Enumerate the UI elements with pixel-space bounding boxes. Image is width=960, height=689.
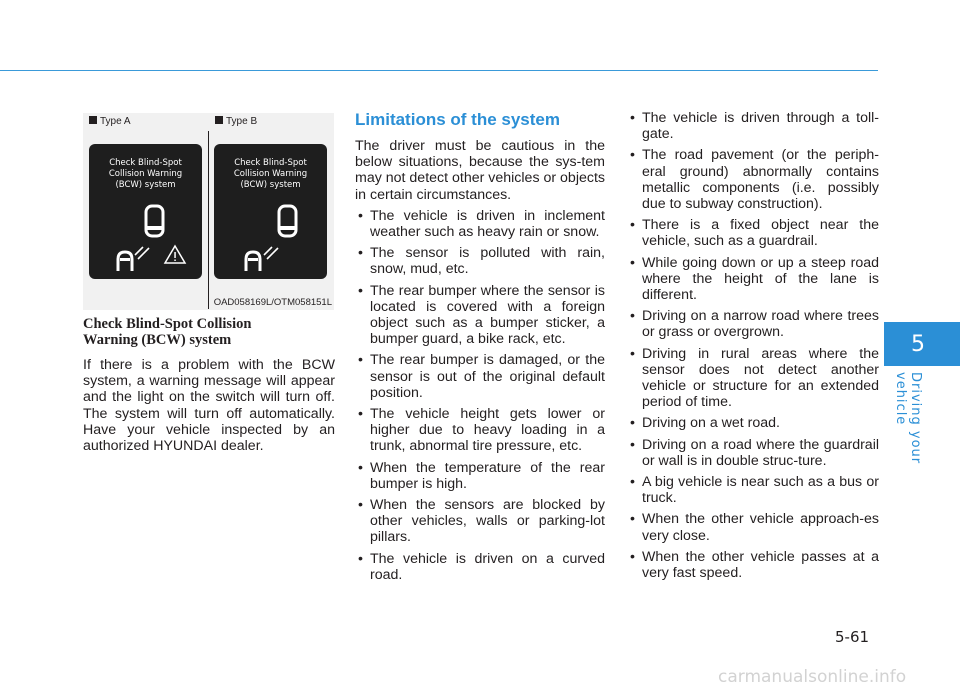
limitations-list-2 <box>627 110 879 581</box>
list-item: • While going down or up a steep road where the height of the lane is different. <box>627 255 879 304</box>
screen-a-line2: Collision Warning <box>108 169 183 179</box>
cluster-screen-type-b <box>214 144 327 279</box>
list-item: • There is a fixed object near the vehicle, such as a guardrail. <box>627 217 879 249</box>
screen-a-line1: Check Blind-Spot <box>109 158 182 168</box>
list-item: • The rear bumper is damaged, or the sensor is out of the original default position. <box>355 352 605 401</box>
square-bullet-icon <box>215 116 223 124</box>
list-item: • When the temperature of the rear bumper is high. <box>355 460 605 492</box>
page-number: 5-61 <box>835 628 870 646</box>
square-bullet-icon <box>89 116 97 124</box>
blind-spot-cars-icon <box>214 144 327 279</box>
chapter-label: Driving your vehicle <box>893 372 923 465</box>
type-a-text: Type A <box>100 116 131 127</box>
list-item: • Driving on a narrow road where trees or grass or overgrown. <box>627 308 879 340</box>
blind-spot-cars-icon <box>89 144 202 279</box>
limitations-list-1 <box>355 208 605 583</box>
list-item: • The road pavement (or the periph-eral ground) abnormally contains metallic components (i.e. possibly due to subway construction). <box>627 147 879 212</box>
list-item: • Driving on a road where the guardrail or wall is in double struc-ture. <box>627 437 879 469</box>
limitations-column-2 <box>627 110 879 581</box>
list-item: • When the sensors are blocked by other vehicles, walls or parking-lot pillars. <box>355 497 605 546</box>
list-item: • Driving in rural areas where the sensor does not detect another vehicle or structure for an extended period of time. <box>627 346 879 411</box>
section-heading <box>83 316 335 348</box>
chapter-number-tab: 5 <box>884 322 960 366</box>
bcw-warning-figure <box>83 113 334 310</box>
cluster-screen-type-a <box>89 144 202 279</box>
heading-line1: Check Blind-Spot Collision <box>83 316 252 332</box>
heading-line2: Warning (BCW) system <box>83 332 232 348</box>
list-item: • Driving on a wet road. <box>627 415 879 431</box>
list-item: • The vehicle is driven in inclement weather such as heavy rain or snow. <box>355 208 605 240</box>
figure-divider <box>208 131 209 309</box>
list-item: • The vehicle is driven on a curved road. <box>355 551 605 583</box>
header-rule <box>0 70 878 71</box>
type-a-label <box>89 116 131 127</box>
list-item: • When the other vehicle approach-es very close. <box>627 511 879 543</box>
bcw-warning-section <box>83 316 335 454</box>
list-item: • A big vehicle is near such as a bus or truck. <box>627 474 879 506</box>
type-b-text: Type B <box>226 116 258 127</box>
screen-b-line3: (BCW) system <box>240 180 301 190</box>
list-item: • The vehicle height gets lower or higher due to heavy loading in a trunk, abnormal tire pressure, etc. <box>355 406 605 455</box>
list-item: • When the other vehicle passes at a very fast speed. <box>627 549 879 581</box>
screen-b-line2: Collision Warning <box>233 169 308 179</box>
figure-caption: OAD058169L/OTM058151L <box>213 297 332 308</box>
limitations-title: Limitations of the system <box>355 110 560 129</box>
list-item: • The rear bumper where the sensor is located is covered with a foreign object such as a bumper sticker, a bumper guard, a bike rack, etc. <box>355 283 605 348</box>
list-item: • The vehicle is driven through a toll-gate. <box>627 110 879 142</box>
screen-a-line3: (BCW) system <box>115 180 176 190</box>
limitations-intro: The driver must be cautious in the below situations, because the sys-tem may not detect other vehicles or objects in certain circumstances. <box>355 138 605 203</box>
list-item: • The sensor is polluted with rain, snow, mud, etc. <box>355 245 605 277</box>
limitations-column-1 <box>355 110 605 583</box>
watermark: carmanualsonline.info <box>718 667 907 687</box>
screen-b-line1: Check Blind-Spot <box>234 158 307 168</box>
type-b-label <box>215 116 257 127</box>
bcw-warning-paragraph: If there is a problem with the BCW system, a warning message will appear and the light on the switch will turn off. The system will turn off automatically. Have your vehicle inspected by an authorized HYUNDAI dealer. <box>83 357 335 455</box>
